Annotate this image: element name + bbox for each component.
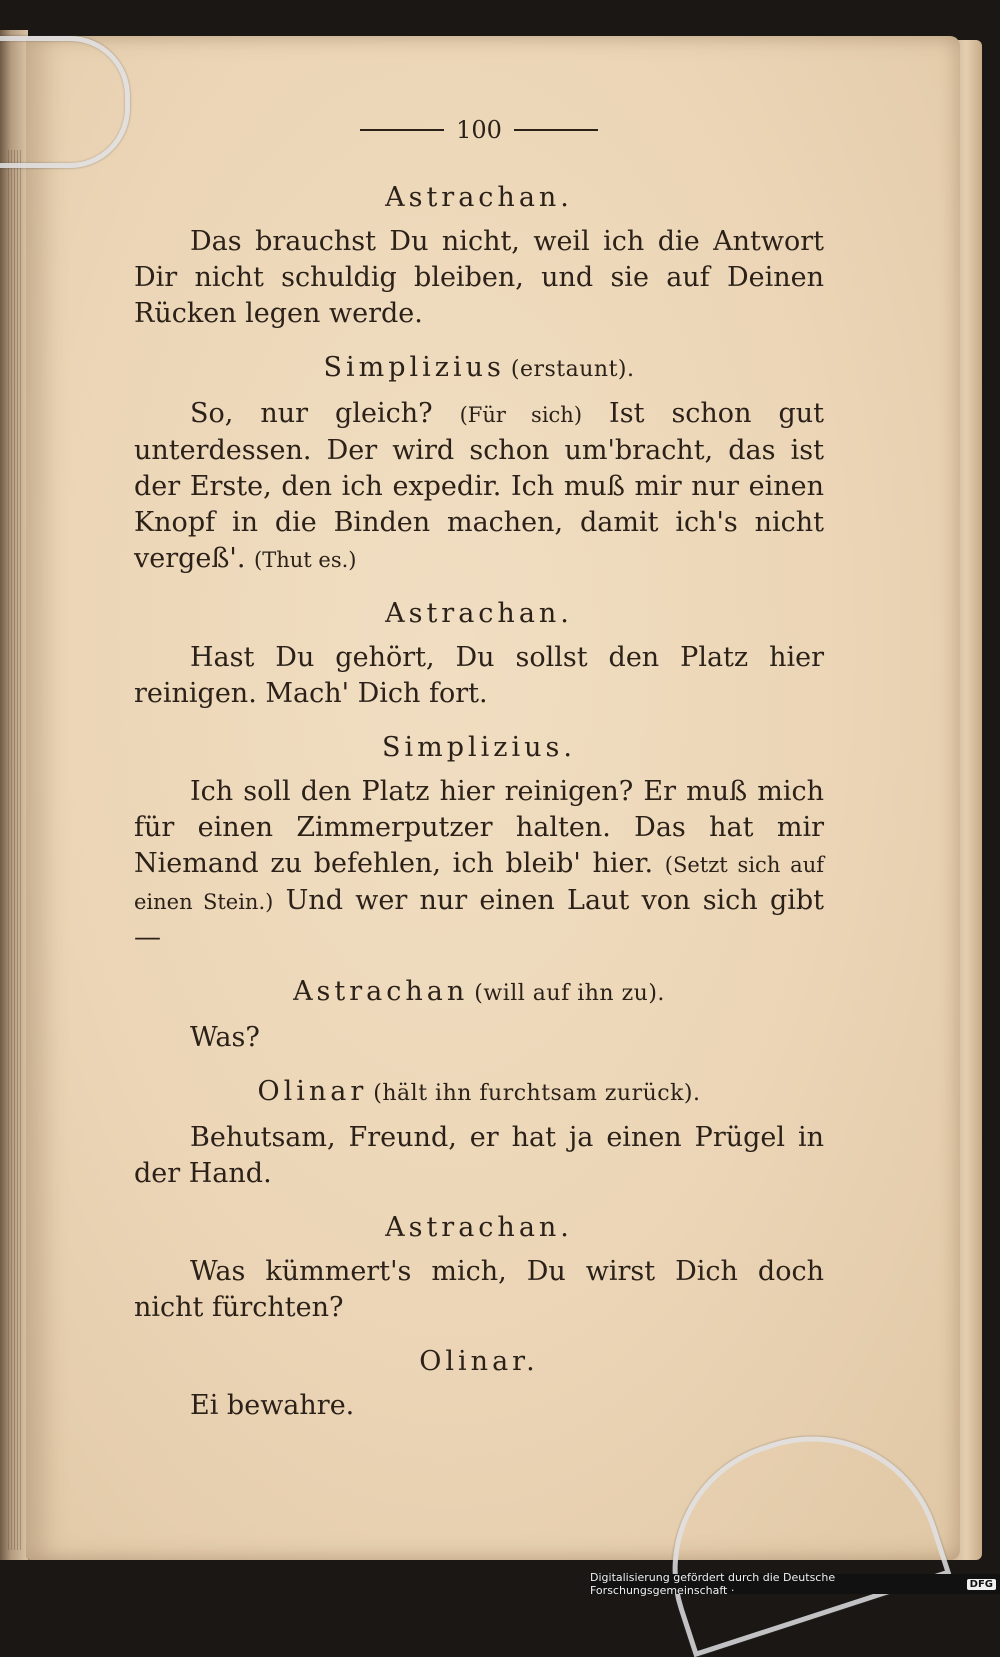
- speech-text: Das brauchst Du nicht, weil ich die Antwort Dir nicht schuldig bleiben, und sie auf Deinen Rücken legen werde.: [134, 226, 824, 329]
- page-text: [134, 112, 824, 1442]
- book-page-edges: [8, 150, 22, 1550]
- stage-direction: (Thut es.): [254, 548, 357, 572]
- speech-text: Was?: [190, 1022, 260, 1053]
- speech-text: Hast Du gehört, Du sollst den Platz hier reinigen. Mach' Dich fort.: [134, 642, 824, 709]
- speaker-name: Olinar.: [419, 1346, 539, 1377]
- speaker-heading: [134, 974, 824, 1012]
- speech: [134, 1020, 824, 1056]
- speaker-heading: [134, 1210, 824, 1246]
- speech: [134, 224, 824, 332]
- speech: [134, 1254, 824, 1326]
- speaker-name: Simplizius.: [382, 732, 576, 763]
- digitization-footer: [590, 1571, 1000, 1597]
- speech-text: So, nur gleich?: [190, 398, 460, 429]
- page-number-rule-right: [514, 129, 598, 131]
- speaker-heading: [134, 1074, 824, 1112]
- speech-text: Und wer nur einen Laut von sich gibt —: [134, 885, 824, 953]
- page-number: 100: [456, 116, 502, 144]
- speech: [134, 1388, 824, 1424]
- stage-direction: (hält ihn furchtsam zurück).: [373, 1081, 701, 1106]
- speech: [134, 1120, 824, 1192]
- page-number-row: [134, 112, 824, 148]
- speech-text: Behutsam, Freund, er hat ja einen Prügel in der Hand.: [134, 1122, 824, 1189]
- speaker-heading: [134, 350, 824, 388]
- speaker-name: Simplizius: [323, 352, 505, 383]
- stage-direction: (will auf ihn zu).: [474, 981, 665, 1006]
- dfg-logo-badge: DFG: [967, 1579, 996, 1590]
- speaker-name: Astrachan.: [385, 182, 573, 213]
- speech: [134, 640, 824, 712]
- stage-direction: (Für sich): [459, 403, 583, 427]
- speaker-name: Astrachan.: [385, 1212, 573, 1243]
- speaker-name: Astrachan: [293, 976, 469, 1007]
- page-number-rule-left: [360, 129, 444, 131]
- footer-text: Digitalisierung gefördert durch die Deutsche Forschungsgemeinschaft ·: [590, 1571, 836, 1597]
- speaker-name: Olinar: [257, 1076, 368, 1107]
- speech-text: Ist schon gut unterdessen. Der wird schon um'bracht, das ist der Erste, den ich expedir. Ich muß mir nur einen Knopf in die Binden machen, damit ich's nicht vergeß'.: [134, 398, 824, 574]
- stage-direction: (Setzt sich auf einen Stein.): [134, 853, 824, 914]
- speech-text: Ei bewahre.: [190, 1390, 355, 1421]
- speech: [134, 396, 824, 578]
- speech-text: Ich soll den Platz hier reinigen? Er muß mich für einen Zimmerputzer halten. Das hat mir Niemand zu befehlen, ich bleib' hier.: [134, 776, 824, 879]
- speaker-heading: [134, 730, 824, 766]
- speech: [134, 774, 824, 956]
- speaker-heading: [134, 180, 824, 216]
- speaker-name: Astrachan.: [385, 598, 573, 629]
- speaker-heading: [134, 596, 824, 632]
- speaker-heading: [134, 1344, 824, 1380]
- page-clip-top: [0, 36, 130, 168]
- speech-text: Was kümmert's mich, Du wirst Dich doch nicht fürchten?: [134, 1256, 824, 1323]
- stage-direction: (erstaunt).: [510, 357, 635, 382]
